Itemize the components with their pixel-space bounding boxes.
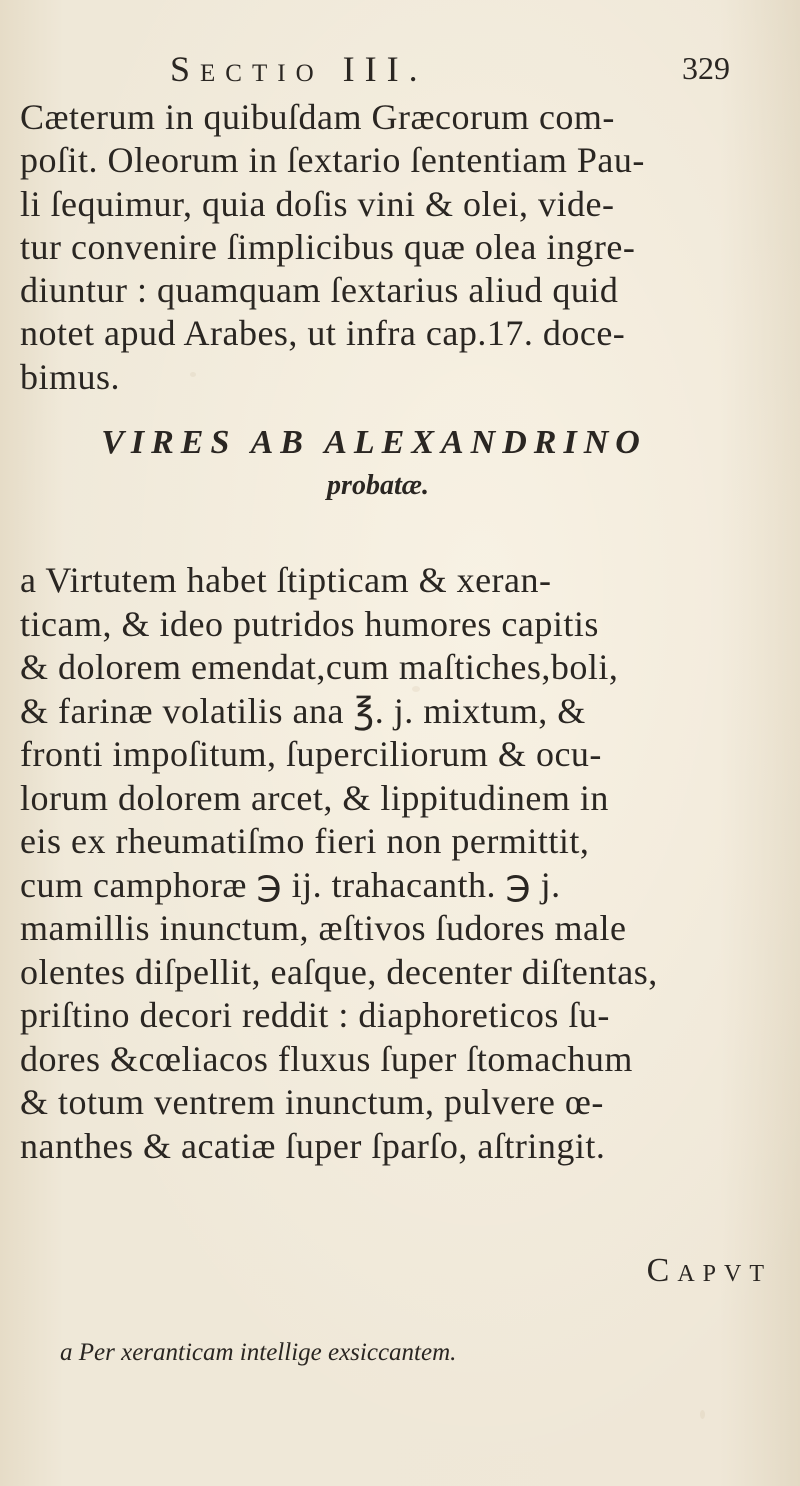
paragraph-1: [20, 96, 790, 399]
text-line: olentes diſpellit, eaſque, decenter diſtentas,: [20, 951, 658, 992]
text-line: diuntur : quamquam ſextarius aliud quid: [20, 270, 619, 311]
paper-spot: [700, 1410, 705, 1419]
text-line: bimus.: [20, 356, 121, 397]
text-line: Cæterum in quibuſdam Græcorum com-: [20, 97, 615, 137]
text-line: poſit. Oleorum in ſextario ſententiam Pau-: [20, 140, 645, 181]
catchword: Capvt: [646, 1252, 772, 1289]
text-line: nanthes & acatiæ ſuper ſparſo, aſtringit.: [20, 1125, 606, 1166]
section-subheading: probatæ.: [327, 470, 429, 501]
text-line: priſtino decori reddit : diaphoreticos ſu-: [20, 995, 610, 1035]
page-number: 329: [682, 50, 730, 86]
text-line: cum camphoræ ℈ ij. trahacanth. ℈ j.: [20, 864, 561, 905]
text-line: li ſequimur, quia doſis vini & olei, vide-: [20, 183, 615, 224]
text-line: notet apud Arabes, ut infra cap.17. doce-: [20, 313, 626, 354]
running-head: Sectio III.: [170, 49, 428, 89]
footnote: a Per xeranticam intellige exsiccantem.: [60, 1339, 457, 1366]
text-line: tur convenire ſimplicibus quæ olea ingre-: [20, 226, 636, 267]
text-line: lorum dolorem arcet, & lippitudinem in: [20, 777, 609, 818]
text-line: eis ex rheumatiſmo fieri non permittit,: [20, 821, 590, 861]
text-line: fronti impoſitum, ſuperciliorum & ocu-: [20, 734, 602, 774]
text-line: mamillis inunctum, æſtivos ſudores male: [20, 908, 627, 948]
section-heading: VIRES AB ALEXANDRINO: [101, 424, 647, 461]
text-line: dores &cœliacos fluxus ſuper ſtomachum: [20, 1038, 633, 1079]
text-line: & totum ventrem inunctum, pulvere œ-: [20, 1082, 604, 1122]
page-header: [170, 48, 730, 92]
text-line: a Virtutem habet ſtipticam & xeran-: [20, 560, 552, 600]
paragraph-2: [20, 559, 790, 1168]
text-line: & farinæ volatilis ana ℥. j. mixtum, &: [20, 690, 586, 731]
text-line: & dolorem emendat,cum maſtiches,boli,: [20, 647, 619, 687]
text-line: ticam, & ideo putridos humores capitis: [20, 603, 599, 644]
